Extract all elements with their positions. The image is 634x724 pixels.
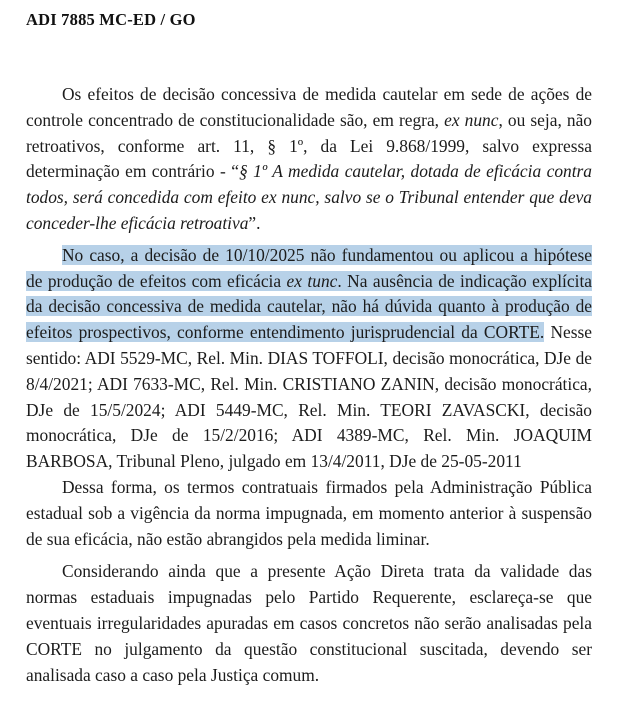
highlighted-text-1[interactable]: No caso, a decisão de 10/10/2025 não fundamentou ou aplicou a hipótese de produção de efeitos com eficácia [26,244,592,291]
p1-text-3: ”. [248,212,261,233]
paragraph-effects-ex-nunc [26,82,592,237]
case-header: ADI 7885 MC-ED / GO [26,10,196,29]
paragraph-case-decision [26,243,592,475]
paragraph-concrete-cases: Considerando ainda que a presente Ação Direta trata da validade das normas estaduais impugnadas pelo Partido Requerente, esclareça-se que eventuais irregularidades apuradas em casos concretos não serão analisadas pela CORTE no julgamento da questão constitucional suscitada, devendo ser analisada caso a caso pela Justiça comum. [26,561,592,685]
highlighted-italic-ex-tunc[interactable]: ex tunc [286,270,338,291]
p1-text-2: , ou seja, não retroativos, conforme art. 11, § 1º, da Lei 9.868/1999, salvo expressa determinação em contrário - “ [26,109,592,182]
p1-text-1: Os efeitos de decisão concessiva de medida cautelar em sede de ações de controle concentrado de constitucionalidade são, em regra, [26,84,592,130]
highlighted-text-2[interactable]: . Na ausência de indicação explícita da decisão concessiva de medida cautelar, não há dúvida quanto à produção de efeitos prospectivos, conforme entendimento jurisprudencial da CORTE. [26,270,592,343]
document-body [26,82,592,688]
p1-italic-ex-nunc: ex nunc [444,109,499,130]
paragraph-contract-terms: Dessa forma, os termos contratuais firmados pela Administração Pública estadual sob a vigência da norma impugnada, em momento anterior à suspensão de sua eficácia, não estão abrangidos pela medida liminar. [26,476,592,549]
p1-italic-quote: § 1º A medida cautelar, dotada de eficácia contra todos, será concedida com efeito ex nunc, salvo se o Tribunal entender que deva conceder-lhe eficácia retroativa [26,161,592,233]
p2-citations: Nesse sentido: ADI 5529-MC, Rel. Min. DIAS TOFFOLI, decisão monocrática, DJe de 8/4/2021; ADI 7633-MC, Rel. Min. CRISTIANO ZANIN, decisão monocrática, DJe de 15/5/2024; ADI 5449-MC, Rel. Min. TEORI ZAVASCKI, decisão monocrática, DJe de 15/2/2016; ADI 4389-MC, Rel. Min. JOAQUIM BARBOSA, Tribunal Pleno, julgado em 13/4/2011, DJe de 25-05-2011 [26,322,592,472]
